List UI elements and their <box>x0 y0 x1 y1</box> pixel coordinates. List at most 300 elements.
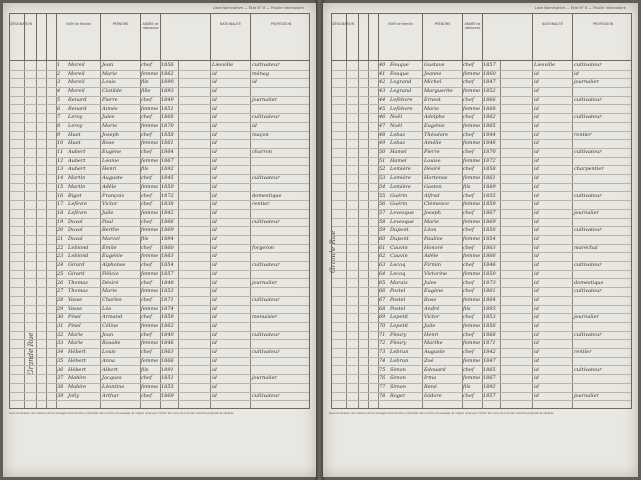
cell-num: 42 <box>379 79 386 86</box>
cell-nom: Leblond <box>68 244 89 251</box>
cell-lieu: id <box>212 253 217 260</box>
cell-lieu: id <box>212 175 217 182</box>
cell-lieu: id <box>212 218 217 225</box>
cell-prenom: Désiré <box>102 279 119 286</box>
cell-rel: femme <box>463 105 481 112</box>
cell-rel: chef <box>141 218 152 225</box>
cell-annee: 1844 <box>483 131 496 138</box>
cell-lieu: id <box>534 279 539 286</box>
cell-prenom: Hortense <box>424 175 448 182</box>
column-header: DÉSIGNATION <box>10 22 32 26</box>
running-head: Liste Nominative — État N° 8 — Feuille intercalaire <box>212 6 304 10</box>
cell-annee: 1893 <box>483 305 496 312</box>
cell-nom: Lefèvre <box>68 209 88 216</box>
cell-nom: Vasse <box>68 296 83 303</box>
cell-rel: fille <box>141 88 151 95</box>
cell-nom: Lepetit <box>390 323 409 329</box>
cell-prof: forgeron <box>252 244 275 251</box>
cell-nom: Postel <box>390 288 406 295</box>
cell-prof: rentier <box>252 201 270 208</box>
cell-rel: femme <box>141 305 159 312</box>
cell-num: 68 <box>379 305 386 312</box>
cell-nom: Leroy <box>68 114 83 121</box>
cell-rel: femme <box>463 340 481 347</box>
cell-lieu: id <box>534 383 539 390</box>
cell-prof: charron <box>252 149 273 155</box>
cell-prenom: Eugène <box>424 288 444 295</box>
cell-lieu: id <box>212 296 217 303</box>
cell-prenom: Louise <box>424 157 441 164</box>
cell-prof: cultivateur <box>574 192 602 199</box>
cell-prenom: Pierre <box>424 149 440 155</box>
cell-prof: cultivateur <box>574 62 602 68</box>
cell-num: 12 <box>57 157 64 164</box>
cell-annee: 1840 <box>161 331 174 338</box>
cell-num: 47 <box>379 122 386 129</box>
cell-rel: chef <box>141 279 152 286</box>
census-row <box>10 392 309 402</box>
cell-annee: 1868 <box>483 105 496 112</box>
cell-prenom: Marguerite <box>424 88 453 95</box>
cell-nom: Leroy <box>68 122 83 129</box>
cell-prof: cultivateur <box>252 349 280 356</box>
cell-lieu: id <box>212 70 217 77</box>
cell-prof: journalier <box>252 375 277 382</box>
cell-num: 62 <box>379 253 386 260</box>
cell-prenom: Léonie <box>102 157 120 164</box>
cell-num: 20 <box>57 227 64 234</box>
cell-rel: chef <box>141 149 152 155</box>
cell-num: 13 <box>57 166 64 173</box>
cell-nom: Noël <box>390 122 402 129</box>
cell-prenom: Marthe <box>424 340 443 347</box>
census-sheet <box>9 13 310 409</box>
cell-num: 63 <box>379 262 386 269</box>
column-header <box>24 14 36 62</box>
cell-prenom: Désiré <box>424 166 441 173</box>
cell-num: 9 <box>57 131 61 138</box>
cell-annee: 1858 <box>483 166 496 173</box>
cell-lieu: id <box>212 105 217 112</box>
cell-nom: Duval <box>68 218 83 225</box>
cell-prenom: Louis <box>102 79 116 86</box>
cell-rel: chef <box>463 314 474 321</box>
cell-lieu: id <box>534 236 539 242</box>
cell-annee: 1857 <box>483 62 496 68</box>
cell-num: 55 <box>379 192 386 199</box>
cell-rel: chef <box>463 62 474 68</box>
left-page <box>3 3 316 477</box>
cell-lieu: id <box>212 140 217 147</box>
cell-num: 75 <box>379 366 386 373</box>
cell-prenom: Jean <box>102 331 114 338</box>
cell-lieu: id <box>212 270 217 277</box>
cell-num: 36 <box>57 366 64 373</box>
cell-prenom: Victorine <box>424 270 448 277</box>
cell-nom: Renard <box>68 105 87 112</box>
cell-annee: 1861 <box>483 288 496 295</box>
cell-nom: Postel <box>390 296 406 303</box>
cell-rel: femme <box>463 236 481 242</box>
cell-rel: fils <box>463 383 471 390</box>
cell-rel: chef <box>141 349 152 356</box>
cell-nom: Bigot <box>68 192 82 199</box>
cell-num: 69 <box>379 314 386 321</box>
cell-num: 71 <box>379 331 386 338</box>
column-header <box>482 14 532 62</box>
cell-lieu: id <box>534 140 539 147</box>
cell-annee: 1845 <box>161 175 174 182</box>
cell-num: 24 <box>57 262 64 269</box>
column-header: DÉSIGNATION <box>332 22 354 26</box>
cell-lieu: id <box>534 88 539 95</box>
cell-prof: cultivateur <box>252 262 280 269</box>
cell-prenom: Léa <box>102 305 112 312</box>
cell-lieu: id <box>534 192 539 199</box>
cell-annee: 1869 <box>483 218 496 225</box>
cell-annee: 1872 <box>483 157 496 164</box>
cell-num: 14 <box>57 175 64 182</box>
cell-prof: maréchal <box>574 244 598 251</box>
cell-rel: fils <box>463 305 471 312</box>
column-header: NOM de famille <box>378 14 422 62</box>
cell-annee: 1862 <box>483 114 496 121</box>
cell-annee: 1857 <box>161 270 174 277</box>
cell-nom: Lefèvre <box>68 201 88 208</box>
cell-num: 1 <box>57 62 61 68</box>
cell-rel: chef <box>463 227 474 234</box>
cell-lieu: id <box>212 149 217 155</box>
cell-lieu: id <box>534 227 539 234</box>
cell-annee: 1854 <box>483 236 496 242</box>
cell-lieu: id <box>212 227 217 234</box>
cell-num: 30 <box>57 314 64 321</box>
cell-nom: Hébert <box>68 357 86 364</box>
cell-annee: 1863 <box>161 253 174 260</box>
cell-prof: rentier <box>574 349 592 356</box>
cell-lieu: id <box>534 323 539 329</box>
cell-nom: Hamel <box>390 149 407 155</box>
cell-lieu: id <box>534 209 539 216</box>
cell-num: 33 <box>57 340 64 347</box>
cell-prof: cultivateur <box>252 175 280 182</box>
cell-annee: 1874 <box>161 305 174 312</box>
cell-nom: Lemière <box>390 183 411 190</box>
cell-nom: Levesque <box>390 218 415 225</box>
cell-num: 38 <box>57 383 64 390</box>
cell-prenom: Henri <box>424 331 439 338</box>
cell-lieu: Liesville <box>534 62 556 68</box>
cell-num: 5 <box>57 96 61 103</box>
cell-annee: 1851 <box>161 375 174 382</box>
cell-nom: Lebas <box>390 140 406 147</box>
cell-annee: 1866 <box>483 96 496 103</box>
cell-annee: 1842 <box>161 209 174 216</box>
cell-rel: chef <box>141 192 152 199</box>
cell-num: 23 <box>57 253 64 260</box>
cell-lieu: id <box>212 262 217 269</box>
cell-annee: 1848 <box>483 140 496 147</box>
cell-annee: 1869 <box>161 227 174 234</box>
cell-annee: 1859 <box>483 201 496 208</box>
cell-num: 4 <box>57 88 61 95</box>
cell-lieu: id <box>212 314 217 321</box>
cell-annee: 1849 <box>161 96 174 103</box>
cell-rel: chef <box>463 79 474 86</box>
cell-prenom: Joseph <box>424 209 441 216</box>
cell-num: 51 <box>379 157 386 164</box>
cell-annee: 1850 <box>483 227 496 234</box>
cell-annee: 1851 <box>161 105 174 112</box>
cell-prenom: Jacques <box>102 375 122 382</box>
cell-num: 73 <box>379 349 386 356</box>
cell-lieu: id <box>534 175 539 182</box>
column-header <box>358 14 368 62</box>
cell-num: 6 <box>57 105 61 112</box>
cell-lieu: id <box>534 340 539 347</box>
cell-nom: Huet <box>68 131 81 138</box>
cell-prof: ménag <box>252 70 270 77</box>
cell-prenom: Jean <box>102 62 114 68</box>
cell-prenom: Félicie <box>102 270 119 277</box>
cell-nom: Cauvin <box>390 244 408 251</box>
cell-nom: Aubert <box>68 149 86 155</box>
cell-rel: chef <box>141 262 152 269</box>
cell-lieu: id <box>212 183 217 190</box>
cell-nom: Hamel <box>390 157 407 164</box>
cell-annee: 1847 <box>483 79 496 86</box>
cell-annee: 1868 <box>161 114 174 121</box>
cell-nom: Pinel <box>68 323 81 329</box>
cell-num: 37 <box>57 375 64 382</box>
cell-lieu: id <box>212 349 217 356</box>
cell-nom: Vasse <box>68 305 83 312</box>
cell-rel: chef <box>463 209 474 216</box>
running-head: Liste Nominative — État N° 8 — Feuille intercalaire <box>534 6 626 10</box>
cell-num: 25 <box>57 270 64 277</box>
cell-num: 17 <box>57 201 64 208</box>
cell-lieu: id <box>534 166 539 173</box>
cell-annee: 1862 <box>161 323 174 329</box>
cell-prof: domestique <box>252 192 282 199</box>
cell-lieu: id <box>212 244 217 251</box>
cell-prenom: Honoré <box>424 244 443 251</box>
cell-num: 2 <box>57 70 61 77</box>
cell-nom: Duval <box>68 236 83 242</box>
cell-rel: femme <box>463 201 481 208</box>
cell-nom: Duval <box>68 227 83 234</box>
cell-prenom: Irma <box>424 375 437 382</box>
cell-num: 46 <box>379 114 386 121</box>
cell-num: 35 <box>57 357 64 364</box>
cell-num: 70 <box>379 323 386 329</box>
column-header: PROFESSION <box>250 14 311 62</box>
cell-rel: chef <box>463 114 474 121</box>
cell-prof: cultivateur <box>574 149 602 155</box>
cell-lieu: Liesville <box>212 62 234 68</box>
cell-prenom: Auguste <box>424 349 445 356</box>
cell-lieu: id <box>212 331 217 338</box>
cell-rel: femme <box>463 375 481 382</box>
cell-rel: femme <box>141 288 159 295</box>
column-header: NATIONALITÉ <box>210 14 250 62</box>
cell-nom: Marie <box>68 331 84 338</box>
column-header: ANNÉE de naissance <box>462 14 482 62</box>
cell-lieu: id <box>534 244 539 251</box>
cell-nom: Dupont <box>390 227 409 234</box>
cell-annee: 1867 <box>483 209 496 216</box>
cell-nom: Fouque <box>390 62 409 68</box>
cell-prenom: Marie <box>102 70 118 77</box>
cell-prenom: Émile <box>102 244 117 251</box>
cell-annee: 1860 <box>483 70 496 77</box>
cell-annee: 1850 <box>161 183 174 190</box>
cell-lieu: id <box>534 122 539 129</box>
cell-num: 54 <box>379 183 386 190</box>
cell-lieu: id <box>534 349 539 356</box>
cell-nom: Thomas <box>68 279 88 286</box>
cell-prof: journalier <box>252 96 277 103</box>
cell-num: 74 <box>379 357 386 364</box>
column-header: ANNÉE de naissance <box>140 14 160 62</box>
cell-nom: Fleury <box>390 331 407 338</box>
cell-rel: chef <box>463 349 474 356</box>
cell-annee: 1866 <box>161 357 174 364</box>
cell-annee: 1867 <box>161 157 174 164</box>
cell-prenom: Pierre <box>102 96 118 103</box>
cell-lieu: id <box>534 131 539 138</box>
cell-lieu: id <box>212 131 217 138</box>
cell-prenom: Marie <box>102 288 118 295</box>
cell-rel: femme <box>463 140 481 147</box>
cell-rel: femme <box>463 357 481 364</box>
cell-prof: id <box>574 70 579 77</box>
cell-lieu: id <box>534 375 539 382</box>
cell-num: 77 <box>379 383 386 390</box>
cell-prenom: Adèle <box>424 253 439 260</box>
cell-lieu: id <box>212 166 217 173</box>
cell-prenom: Anna <box>102 357 116 364</box>
cell-nom: Mabire <box>68 383 87 390</box>
cell-prof: menuisier <box>252 314 278 321</box>
cell-prenom: Firmin <box>424 262 442 269</box>
cell-annee: 1869 <box>161 392 174 399</box>
cell-lieu: id <box>212 288 217 295</box>
cell-nom: Jolly <box>68 392 80 399</box>
cell-prof: journalier <box>574 209 599 216</box>
cell-num: 44 <box>379 96 386 103</box>
cell-rel: chef <box>141 96 152 103</box>
cell-lieu: id <box>534 262 539 269</box>
cell-nom: Guérin <box>390 201 408 208</box>
cell-lieu: id <box>534 157 539 164</box>
cell-annee: 1866 <box>161 218 174 225</box>
cell-prenom: Jules <box>424 279 437 286</box>
cell-annee: 1855 <box>483 192 496 199</box>
cell-nom: Legrand <box>390 79 412 86</box>
cell-lieu: id <box>212 357 217 364</box>
cell-prenom: Armand <box>102 314 123 321</box>
cell-nom: Moreil <box>68 79 85 86</box>
cell-lieu: id <box>534 253 539 260</box>
cell-prenom: Jeanne <box>424 70 442 77</box>
cell-annee: 1871 <box>161 296 174 303</box>
cell-prenom: Aimée <box>102 105 118 112</box>
cell-prenom: André <box>424 305 440 312</box>
cell-annee: 1857 <box>483 392 496 399</box>
cell-annee: 1894 <box>161 236 174 242</box>
cell-rel: chef <box>463 131 474 138</box>
column-header: PRÉNOMS <box>422 14 462 62</box>
cell-nom: Lebas <box>390 131 406 138</box>
column-headers <box>9 13 310 61</box>
cell-prof: maçon <box>252 131 269 138</box>
cell-prenom: Paul <box>102 218 113 225</box>
cell-prenom: Rose <box>102 140 115 147</box>
cell-nom: Renard <box>68 96 87 103</box>
cell-lieu: id <box>534 296 539 303</box>
cell-prof: cultivateur <box>574 288 602 295</box>
cell-lieu: id <box>534 357 539 364</box>
cell-prenom: Julie <box>424 323 436 329</box>
census-grid <box>331 61 632 409</box>
cell-rel: chef <box>141 244 152 251</box>
cell-num: 8 <box>57 122 61 129</box>
cell-num: 19 <box>57 218 64 225</box>
cell-num: 64 <box>379 270 386 277</box>
cell-prof: cultivateur <box>252 331 280 338</box>
column-header <box>346 14 358 62</box>
cell-nom: Girard <box>68 262 85 269</box>
cell-annee: 1842 <box>483 349 496 356</box>
cell-num: 67 <box>379 296 386 303</box>
cell-num: 78 <box>379 392 386 399</box>
cell-nom: Moreil <box>68 88 85 95</box>
cell-lieu: id <box>212 383 217 390</box>
cell-lieu: id <box>534 96 539 103</box>
cell-nom: Mabire <box>68 375 87 382</box>
cell-prenom: Édouard <box>424 366 446 373</box>
cell-annee: 1863 <box>483 244 496 251</box>
cell-nom: Simon <box>390 366 406 373</box>
cell-prenom: Marie <box>424 218 440 225</box>
cell-prof: rentier <box>574 131 592 138</box>
cell-num: 60 <box>379 236 386 242</box>
cell-rel: femme <box>463 122 481 129</box>
cell-annee: 1870 <box>483 149 496 155</box>
cell-num: 65 <box>379 279 386 286</box>
cell-annee: 1873 <box>483 279 496 286</box>
cell-num: 43 <box>379 88 386 95</box>
cell-annee: 1846 <box>483 262 496 269</box>
cell-prof: cultivateur <box>574 262 602 269</box>
cell-rel: chef <box>463 366 474 373</box>
cell-rel: femme <box>463 70 481 77</box>
cell-prof: journalier <box>574 314 599 321</box>
cell-rel: femme <box>141 140 159 147</box>
cell-prof: cultivateur <box>574 114 602 121</box>
cell-prenom: Clotilde <box>102 88 122 95</box>
cell-lieu: id <box>212 392 217 399</box>
census-grid <box>9 61 310 409</box>
cell-lieu: id <box>534 149 539 155</box>
cell-rel: chef <box>463 279 474 286</box>
cell-prof: journalier <box>574 392 599 399</box>
cell-annee: 1847 <box>483 357 496 364</box>
cell-annee: 1863 <box>161 349 174 356</box>
cell-rel: chef <box>141 392 152 399</box>
cell-rel: femme <box>141 357 159 364</box>
